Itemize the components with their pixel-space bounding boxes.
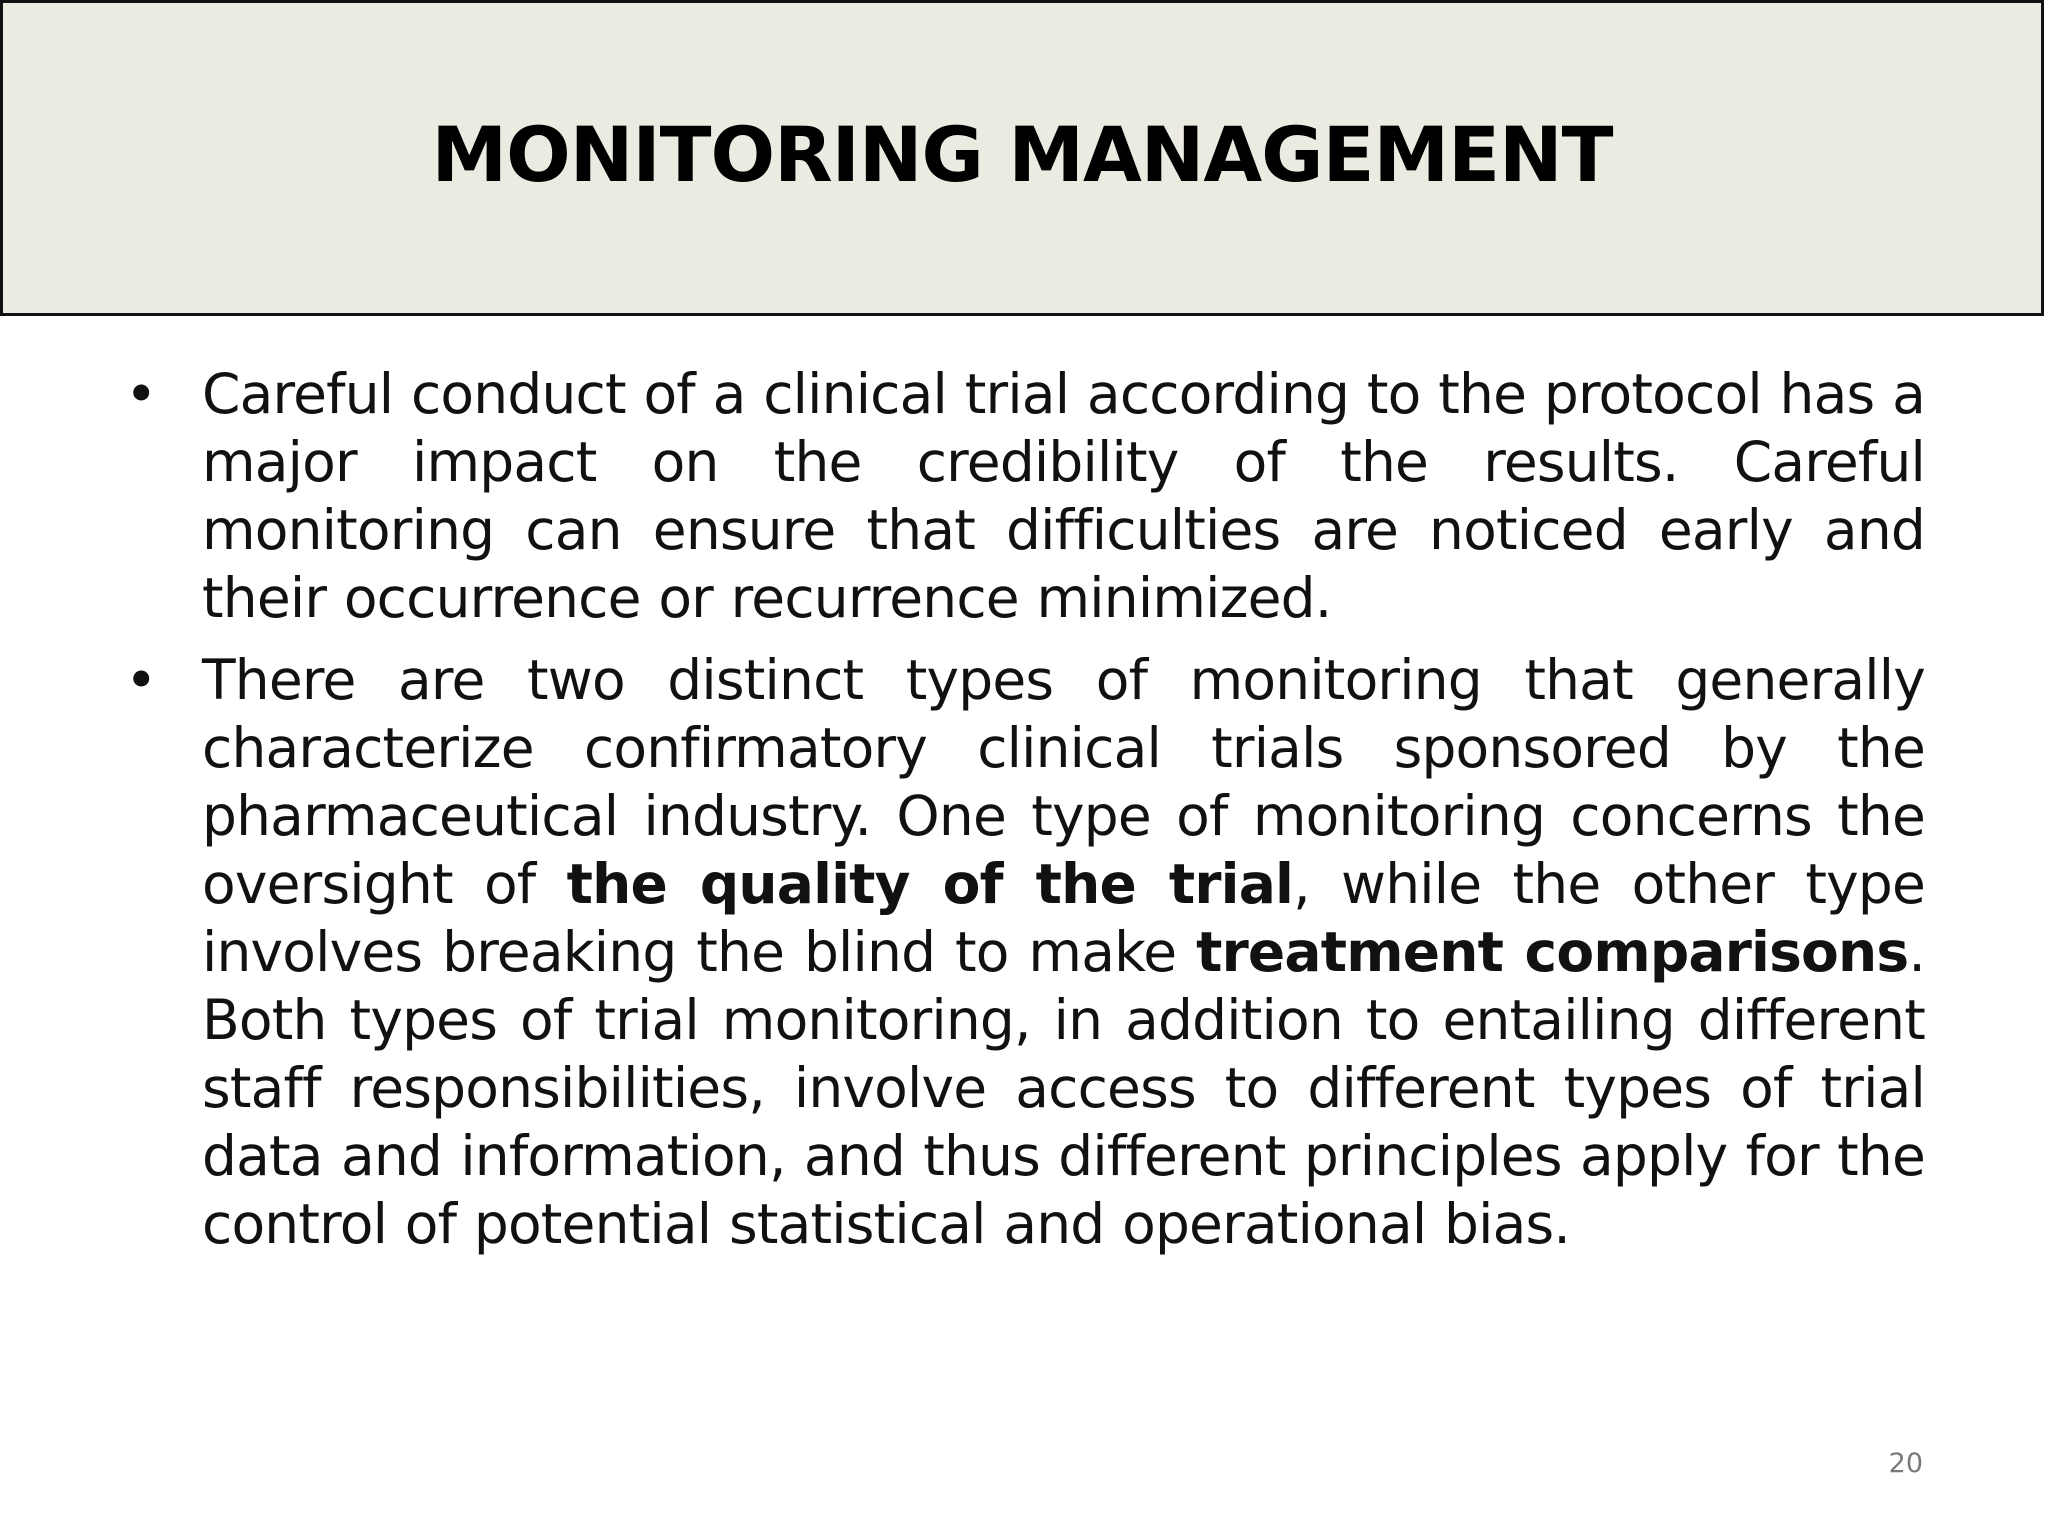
bullet-marker: • [125, 648, 157, 712]
bullet-text-part-3: . Both types of trial monitoring, in addition to entailing different staff responsibilities, involve access to different types of trial data and information, and thus different principles apply for the control of potential statistical and operational bias. [202, 920, 1926, 1256]
emphasis-trial-quality: the quality of the trial [566, 852, 1294, 916]
bullet-text-part-2: , while the other type involves breaking the blind to make [202, 852, 1925, 984]
page-number: 20 [1888, 1448, 1923, 1479]
bullet-list [115, 360, 1925, 1258]
bullet-text-part-1: There are two distinct types of monitoring that generally characterize confirmatory clinical trials sponsored by the pharmaceutical industry. One type of monitoring concerns the oversight of [202, 648, 1925, 916]
bullet-item-monitoring-types [115, 646, 1925, 1258]
bullet-item-careful-conduct [115, 360, 1925, 632]
slide-body [115, 360, 1925, 1272]
emphasis-treatment-comparisons: treatment comparisons [1196, 920, 1909, 984]
slide-title-bar [0, 0, 2044, 316]
bullet-marker: • [125, 362, 157, 426]
slide-title: MONITORING MANAGEMENT [431, 109, 1613, 199]
bullet-text: Careful conduct of a clinical trial according to the protocol has a major impact on the credibility of the results. Careful monitoring can ensure that difficulties are noticed early and their occurrence or recurrence minimized. [202, 362, 1925, 630]
